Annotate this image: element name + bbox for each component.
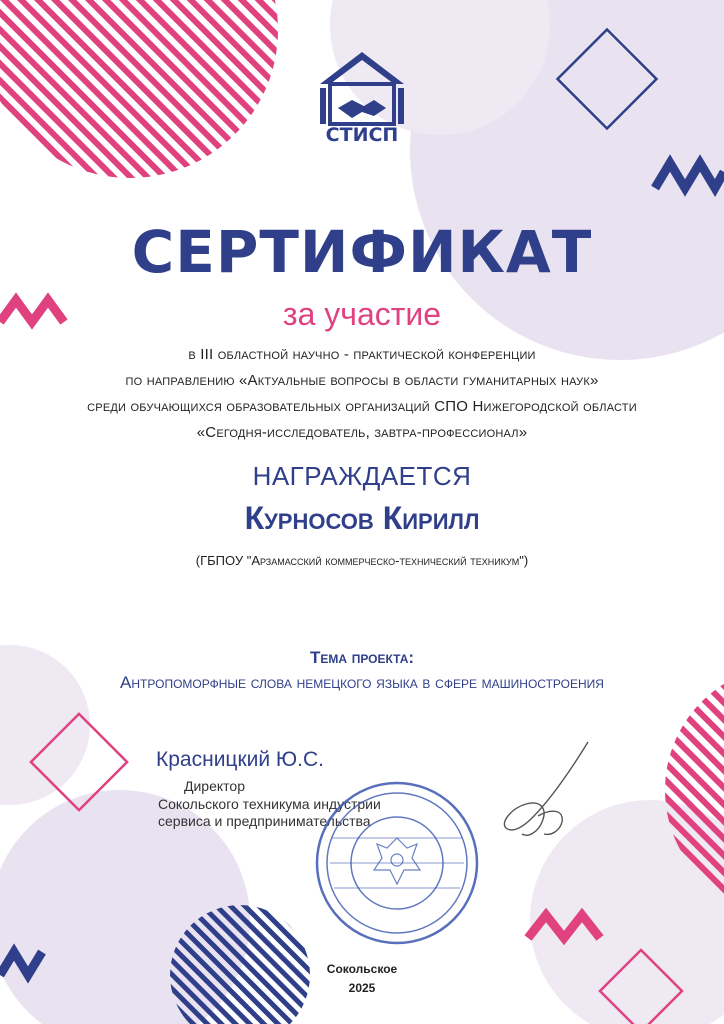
conference-line-1: в III областной научно - практической конференции	[188, 346, 536, 363]
footer-year: 2025	[348, 981, 376, 995]
certificate-title: СЕРТИФИКАТ	[131, 218, 593, 286]
handwritten-signature	[492, 738, 602, 848]
signer-role: Директор	[184, 778, 245, 794]
logo-text: СТИСП	[325, 124, 399, 146]
official-stamp	[312, 778, 482, 948]
conference-line-3: среди обучающихся образовательных организаций СПО Нижегородской области	[87, 398, 637, 415]
conference-line-4: «Сегодня-исследователь, завтра-профессионал»	[196, 424, 528, 441]
signer-name: Красницкий Ю.С.	[156, 748, 324, 771]
signer-org-line-2: сервиса и предпринимательства	[158, 813, 371, 829]
signer-org-line-1: Сокольского техникума индустрии	[158, 796, 381, 812]
theme-label: Тема проекта:	[309, 648, 415, 667]
recipient-name: Курносов Кирилл	[244, 500, 480, 536]
logo	[312, 48, 412, 148]
decor-striped-circle-top-left	[0, 0, 278, 178]
certificate-subtitle: за участие	[282, 296, 442, 332]
footer-city: Сокольское	[326, 962, 398, 976]
decor-circle-left	[0, 645, 90, 805]
conference-line-2: по направлению «Актуальные вопросы в области гуманитарных наук»	[125, 372, 599, 389]
awarded-label: НАГРАЖДАЕТСЯ	[252, 461, 472, 491]
theme-text: Антропоморфные слова немецкого языка в сфере машиностроения	[120, 673, 604, 692]
recipient-institution: (ГБПОУ "Арзамасский коммерческо-технический техникум")	[195, 553, 529, 568]
